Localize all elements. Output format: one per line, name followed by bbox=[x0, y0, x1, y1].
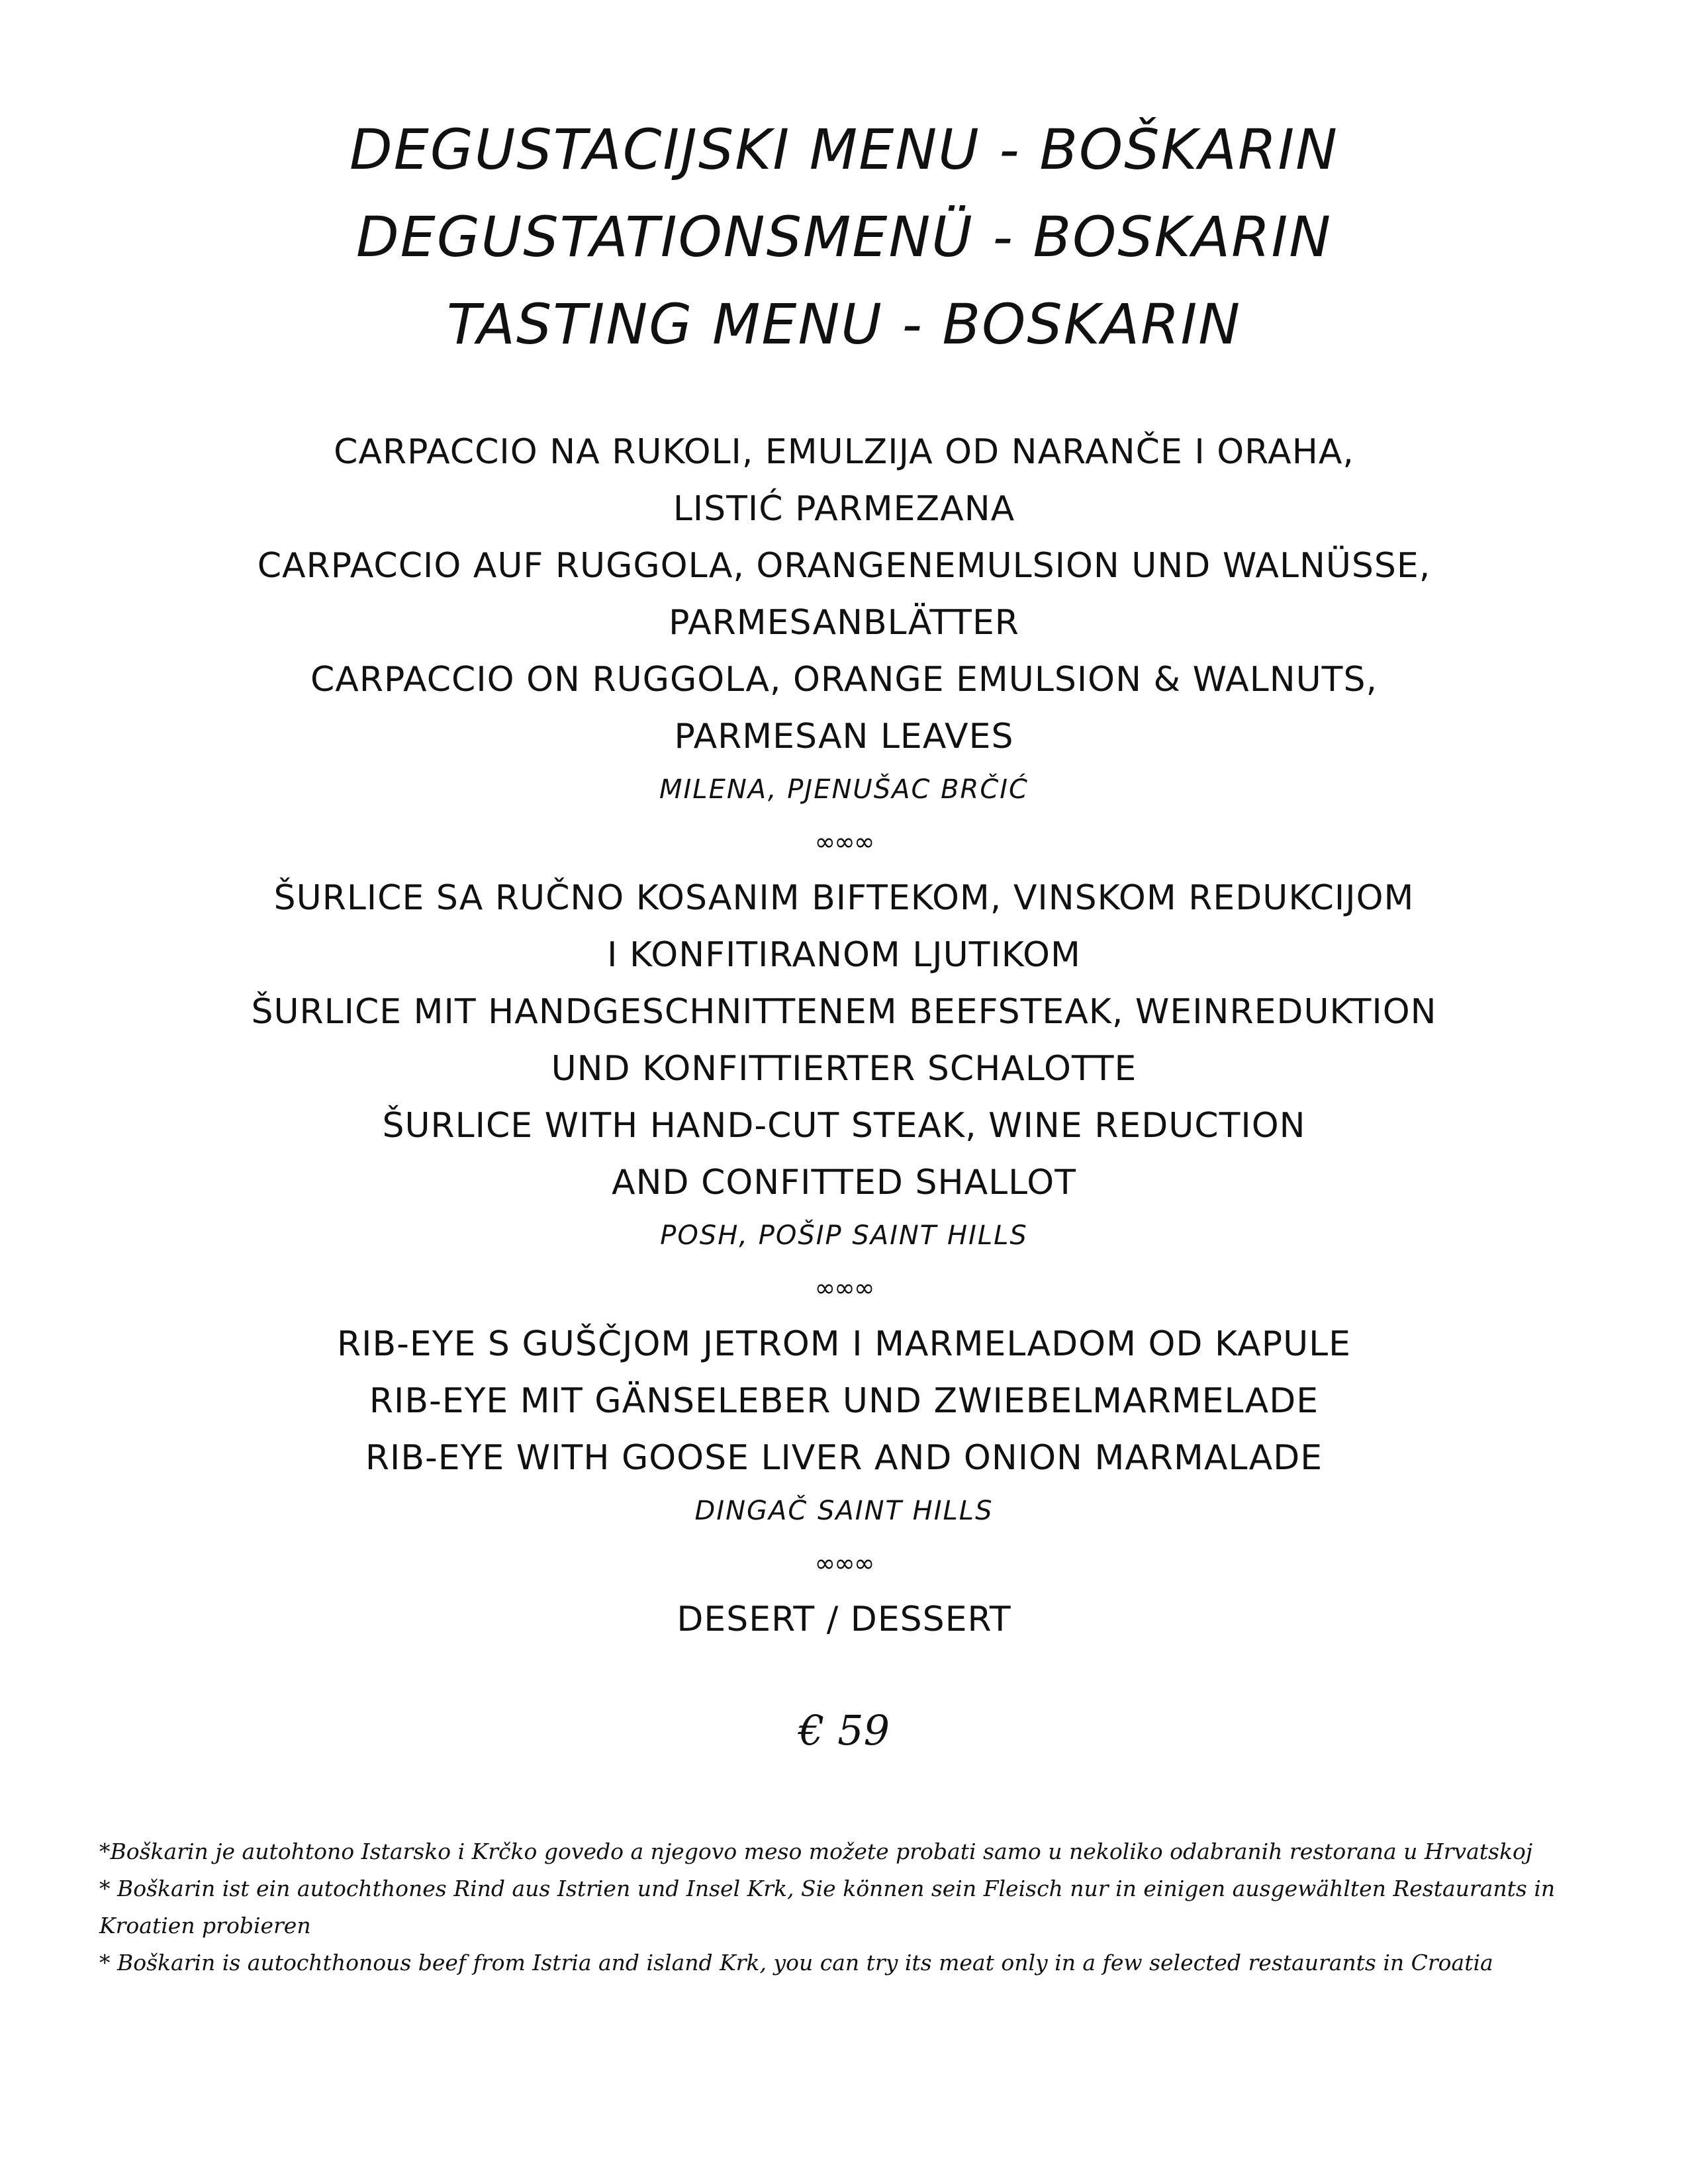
course-1-line: LISTIĆ PARMEZANA bbox=[673, 489, 1015, 529]
course-2-line: I KONFITIRANOM LJUTIKOM bbox=[607, 935, 1081, 975]
course-3-line: RIB-EYE MIT GÄNSELEBER UND ZWIEBELMARMELADE bbox=[369, 1381, 1319, 1421]
course-2-line: UND KONFITTIERTER SCHALOTTE bbox=[551, 1049, 1137, 1089]
dessert-line: DESERT / DESSERT bbox=[677, 1600, 1011, 1639]
courses-block bbox=[0, 424, 1688, 1760]
title-croatian: DEGUSTACIJSKI MENU - BOŠKARIN bbox=[350, 117, 1338, 182]
course-1-line: PARMESAN LEAVES bbox=[674, 717, 1014, 756]
footnotes-block bbox=[99, 1833, 1589, 1981]
course-2-line: AND CONFITTED SHALLOT bbox=[612, 1163, 1076, 1203]
course-3-line: RIB-EYE WITH GOOSE LIVER AND ONION MARMALADE bbox=[365, 1438, 1323, 1478]
footnote-english: * Boškarin is autochthonous beef from Istria and island Krk, you can try its meat only in a few selected restaurants in Croatia bbox=[99, 1950, 1493, 1976]
course-3-wine-pairing: DINGAČ SAINT HILLS bbox=[694, 1496, 994, 1526]
course-2 bbox=[0, 870, 1688, 1260]
title-german: DEGUSTATIONSMENÜ - BOSKARIN bbox=[355, 205, 1333, 269]
course-2-wine-pairing: POSH, POŠIP SAINT HILLS bbox=[660, 1220, 1028, 1251]
course-1-line: PARMESANBLÄTTER bbox=[669, 603, 1019, 643]
course-separator: ∞∞∞ bbox=[814, 827, 874, 856]
course-separator: ∞∞∞ bbox=[814, 1273, 874, 1302]
footnote-german: * Boškarin ist ein autochthones Rind aus Istrien und Insel Krk, Sie können sein Fleisch nur in einigen ausgewählten Restaurants in Kroatien probieren bbox=[99, 1876, 1556, 1938]
title-english: TASTING MENU - BOSKARIN bbox=[446, 292, 1242, 357]
course-3 bbox=[0, 1316, 1688, 1535]
course-3-line: RIB-EYE S GUŠČJOM JETROM I MARMELADOM OD KAPULE bbox=[337, 1324, 1351, 1364]
course-1-wine-pairing: MILENA, PJENUŠAC BRČIĆ bbox=[659, 774, 1029, 805]
menu-title-block bbox=[0, 106, 1688, 368]
course-1-line: CARPACCIO AUF RUGGOLA, ORANGENEMULSION UND WALNÜSSE, bbox=[257, 546, 1431, 586]
course-2-line: ŠURLICE SA RUČNO KOSANIM BIFTEKOM, VINSKOM REDUKCIJOM bbox=[273, 878, 1415, 918]
course-separator: ∞∞∞ bbox=[814, 1549, 874, 1578]
course-2-line: ŠURLICE WITH HAND-CUT STEAK, WINE REDUCTION bbox=[382, 1106, 1306, 1146]
footnote-croatian: *Boškarin je autohtono Istarsko i Krčko govedo a njegovo meso možete probati samo u nekoliko odabranih restorana u Hrvatskoj bbox=[99, 1839, 1533, 1864]
course-1-line: CARPACCIO NA RUKOLI, EMULZIJA OD NARANČE I ORAHA, bbox=[334, 432, 1354, 472]
menu-price: € 59 bbox=[798, 1706, 890, 1754]
course-1-line: CARPACCIO ON RUGGOLA, ORANGE EMULSION & WALNUTS, bbox=[310, 660, 1378, 700]
course-1 bbox=[0, 424, 1688, 814]
course-2-line: ŠURLICE MIT HANDGESCHNITTENEM BEEFSTEAK, WEINREDUKTION bbox=[251, 992, 1437, 1032]
